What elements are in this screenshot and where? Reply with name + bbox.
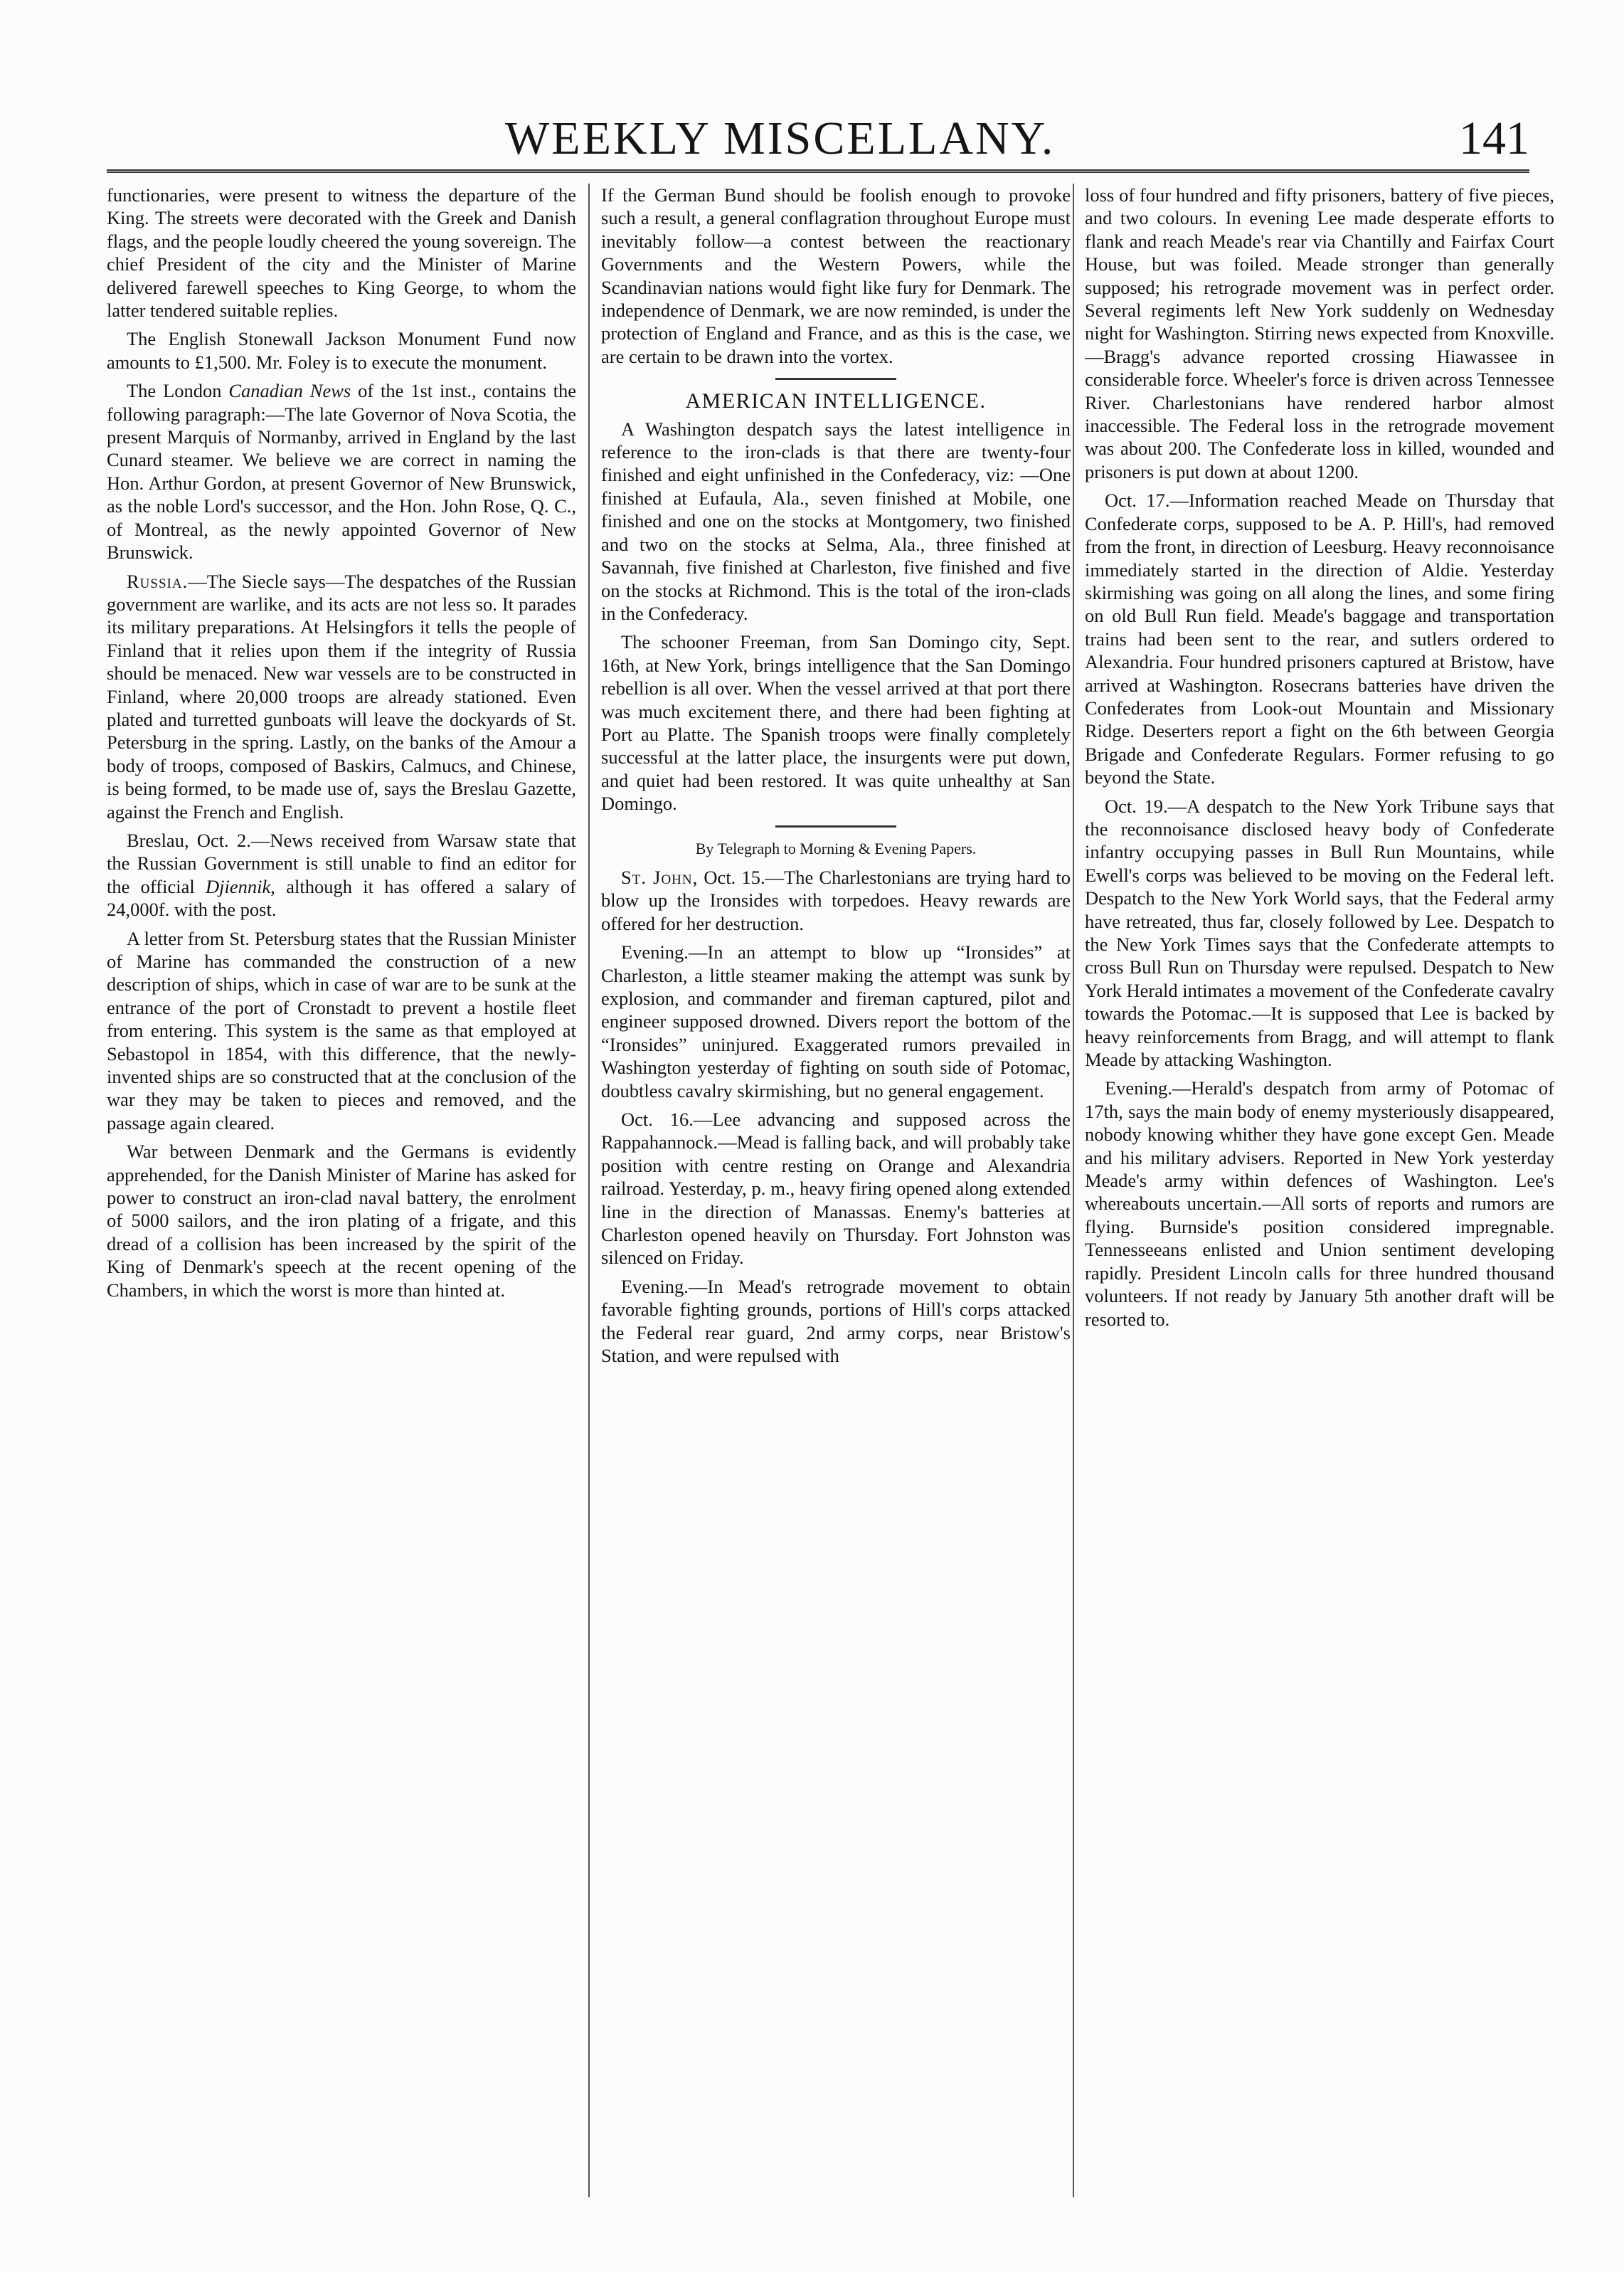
- paragraph: War between Denmark and the Germans is evidently apprehended, for the Danish Minister of Marine has asked for power to construct an iron-clad naval battery, the enrolment of 5000 sailors, and the iron plating of a frigate, and this dread of a collision has been increased by the spirit of the King of Denmark's speech at the recent opening of the Chambers, in which the worst is more than hinted at.: [107, 1141, 576, 1301]
- paragraph: The English Stonewall Jackson Monument Fund now amounts to £1,500. Mr. Foley is to execute the monument.: [107, 328, 576, 373]
- paragraph: [601, 866, 1071, 935]
- telegraph-heading: By Telegraph to Morning & Evening Papers.: [695, 839, 977, 857]
- header-rule: [107, 169, 1529, 173]
- text-run: —The Siecle says—The despatches of the Russian government are warlike, and its acts are not less so. It parades its military preparations. At Helsingfors it tells the people of Finland that it relies upon them if the integrity of Russia should be menaced. New war vessels are to be constructed in Finland, where 20,000 troops are already stationed. Even plated and turretted gunboats will leave the dockyards of St. Petersburg in the spring. Lastly, on the banks of the Amour a body of troops, composed of Baskirs, Calmucs, and Chinese, is being formed, to be made use of, says the Breslau Gazette, against the French and English.: [107, 570, 576, 823]
- column-divider: [1073, 184, 1074, 2197]
- page-number: 141: [1459, 112, 1529, 164]
- paragraph: loss of four hundred and fifty prisoners, battery of five pieces, and two colours. In evening Lee made desperate efforts to flank and reach Meade's rear via Chantilly and Fairfax Court House, but was foiled. Meade stronger than generally supposed; his retrograde movement was in perfect order. Several regiments left New York suddenly on Wednesday night for Washington. Stirring news expected from Knoxville.—Bragg's advance reported crossing Hiawassee in considerable force. Wheeler's force is driven across Tennessee River. Charlestonians have rendered harbor almost inaccessible. The Federal loss in the retrograde movement was about 200. The Confederate loss in killed, wounded and prisoners is put down at about 1200.: [1085, 184, 1554, 482]
- section-rule: [775, 378, 896, 380]
- paragraph-lead: St. John,: [621, 866, 699, 888]
- column-3: [1085, 184, 1554, 2197]
- paragraph: Oct. 17.—Information reached Meade on Thursday that Confederate corps, supposed to be A. P. Hill's, had removed from the front, in direction of Leesburg. Heavy reconnoisance immediately started in the direction of Aldie. Yesterday skirmishing was going on all along the lines, and some firing on old Bull Run field. Meade's baggage and transportation trains had been sent to the rear, and sutlers ordered to Alexandria. Four hundred prisoners captured at Bristow, have arrived at Washington. Rosecrans batteries have driven the Confederates from Look-out Mountain and Missionary Ridge. Deserters report a fight on the 6th between Georgia Brigade and Confederate Regulars. Former refusing to go beyond the State.: [1085, 490, 1554, 788]
- section-title: AMERICAN INTELLIGENCE.: [685, 389, 987, 413]
- paragraph: [107, 829, 576, 921]
- paragraph: Oct. 16.—Lee advancing and supposed across the Rappahannock.—Mead is falling back, and will probably take position with centre resting on Orange and Alexandria railroad. Yesterday, p. m., heavy firing opened along extended line in the direction of Manassas. Enemy's batteries at Charleston opened heavily on Thursday. Fort Johnston was silenced on Friday.: [601, 1109, 1071, 1269]
- paragraph: [107, 379, 576, 564]
- column-1: [107, 184, 576, 2197]
- italic-title: Canadian News: [228, 380, 351, 402]
- section-rule: [775, 825, 896, 828]
- column-divider: [588, 184, 590, 2197]
- paragraph: Evening.—In an attempt to blow up “Ironsides” at Charleston, a little steamer making the attempt was sunk by explosion, and commander and fireman captured, pilot and engineer supposed drowned. Divers report the bottom of the “Ironsides” uninjured. Exaggerated rumors prevailed in Washington yesterday of fighting on south side of Potomac, doubtless cavalry skirmishing, but no general engagement.: [601, 941, 1071, 1101]
- page-header: [107, 114, 1529, 164]
- text-run: of the 1st inst., contains the following paragraph:—The late Governor of Nova Scotia, the present Marquis of Normanby, arrived in England by the last Cunard steamer. We believe we are correct in naming the Hon. Arthur Gordon, at present Governor of New Brunswick, as the noble Lord's successor, and the Hon. John Rose, Q. C., of Montreal, as the newly appointed Governor of New Brunswick.: [107, 380, 576, 564]
- paragraph: Oct. 19.—A despatch to the New York Tribune says that the reconnoisance disclosed heavy body of Confederate infantry occupying passes in Bull Run Mountains, while Ewell's corps was believed to be moving on the Federal left. Despatch to the New York World says, that the Federal army have retreated, thus far, closely followed by Lee. Despatch to the New York Times says that the Confederate attempts to cross Bull Run on Thursday were repulsed. Despatch to New York Herald intimates a movement of the Confederate cavalry towards the Potomac.—It is supposed that Lee is backed by heavy reinforcements from Bragg, and will attempt to flank Meade by attacking Washington.: [1085, 795, 1554, 1071]
- text-run: Oct. 15.—The Charlestonians are trying hard to blow up the Ironsides with torpedoes. Heavy rewards are offered for her destruction.: [601, 866, 1071, 934]
- text-run: The London: [127, 380, 229, 402]
- column-2: [601, 184, 1071, 2197]
- paragraph: Evening.—Herald's despatch from army of Potomac of 17th, says the main body of enemy mysteriously disappeared, nobody knowing whither they have gone except Gen. Meade and his military advisers. Reported in New York yesterday Meade's army within defences of Washington. Lee's whereabouts uncertain.—All sorts of reports and rumors are flying. Burnside's position considered impregnable. Tennesseeans enlisted and Union sentiment developing rapidly. President Lincoln calls for three hundred thousand volunteers. If not ready by January 5th another draft will be resorted to.: [1085, 1077, 1554, 1330]
- running-title: WEEKLY MISCELLANY.: [505, 112, 1056, 164]
- paragraph-lead: Russia.: [127, 570, 189, 592]
- paragraph: If the German Bund should be foolish enough to provoke such a result, a general conflagration throughout Europe must inevitably follow—a contest between the reactionary Governments and the Western Powers, while the Scandinavian nations would fight like fury for Denmark. The independence of Denmark, we are now reminded, is under the protection of England and France, and as this is the case, we are certain to be drawn into the vortex.: [601, 184, 1071, 367]
- paragraph: A Washington despatch says the latest intelligence in reference to the iron-clads is that there are twenty-four finished and eight unfinished in the Confederacy, viz: —One finished at Eufaula, Ala., seven finished at Mobile, one finished and one on the stocks at Montgomery, two finished and two on the stocks at Selma, Ala., three finished at Savannah, five finished at Charleston, five finished and five on the stocks at Richmond. This is the total of the iron-clads in the Confederacy.: [601, 418, 1071, 624]
- paragraph: A letter from St. Petersburg states that the Russian Minister of Marine has commanded the construction of a new description of ships, which in case of war are to be sunk at the entrance of the port of Cronstadt to prevent a hostile fleet from entering. This system is the same as that employed at Sebastopol in 1854, with this difference, that the newly-invented ships are so constructed that at the conclusion of the war they may be taken to pieces and removed, and the passage again cleared.: [107, 927, 576, 1134]
- paragraph: Evening.—In Mead's retrograde movement to obtain favorable fighting grounds, portions of Hill's corps attacked the Federal rear guard, 2nd army corps, near Bristow's Station, and were repulsed with: [601, 1275, 1071, 1367]
- paragraph: functionaries, were present to witness the departure of the King. The streets were decorated with the Greek and Danish flags, and the people loudly cheered the young sovereign. The chief President of the city and the Minister of Marine delivered farewell speeches to King George, to whom the latter tendered suitable replies.: [107, 184, 576, 322]
- paragraph: The schooner Freeman, from San Domingo city, Sept. 16th, at New York, brings intelligence that the San Domingo rebellion is all over. When the vessel arrived at that port there was much excitement there, and there had been fighting at Port au Platte. The Spanish troops were finally completely successful at the latter place, the insurgents were put down, and quiet had been restored. It was quite unhealthy at San Domingo.: [601, 631, 1071, 815]
- paragraph: [107, 570, 576, 823]
- italic-title: Djiennik: [206, 875, 271, 897]
- text-run: Breslau, Oct. 2.—News received from Warsaw state that the Russian Government is still unable to find an editor for the official: [107, 829, 576, 897]
- text-run: , although it has offered a salary of 24,000f. with the post.: [107, 875, 576, 921]
